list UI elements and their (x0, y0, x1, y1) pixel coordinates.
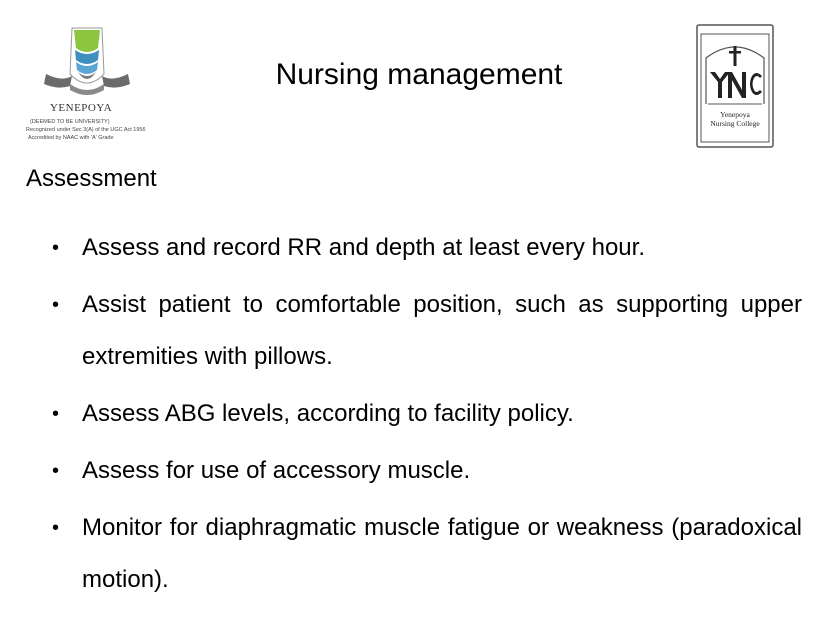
bullet-dot-icon: • (52, 460, 60, 482)
bullet-dot-icon: • (52, 237, 60, 259)
bullet-item (50, 388, 802, 440)
section-heading: Assessment (26, 165, 157, 192)
nursing-college-logo (696, 24, 774, 148)
logo-college-name-2: Nursing College (710, 119, 760, 128)
nursing-college-emblem-icon (696, 24, 774, 148)
logo-college-name-1: Yenepoya (720, 110, 750, 119)
bullet-text: Assess ABG levels, according to facility policy. (82, 400, 574, 427)
bullet-dot-icon: • (52, 517, 60, 539)
bullet-dot-icon: • (52, 403, 60, 425)
bullet-item (50, 502, 802, 606)
slide-title-text: Nursing management (275, 58, 563, 91)
bullet-text: Assess for use of accessory muscle. (82, 457, 471, 484)
bullet-item (50, 279, 802, 383)
logo-subtitle-2: Recognized under Sec 3(A) of the UGC Act 1956 (26, 127, 146, 133)
bullet-text: Assess and record RR and depth at least every hour. (82, 234, 645, 261)
bullet-item (50, 222, 802, 274)
logo-subtitle-1: (DEEMED TO BE UNIVERSITY) (30, 119, 110, 125)
bullet-item (50, 445, 802, 497)
bullet-text: Assist patient to comfortable position, such as supporting upper extremities with pillows. (82, 291, 802, 370)
bullet-dot-icon: • (52, 294, 60, 316)
bullet-list (50, 222, 802, 611)
logo-subtitle-3: Accredited by NAAC with 'A' Grade (28, 135, 114, 141)
bullet-text: Monitor for diaphragmatic muscle fatigue or weakness (paradoxical motion). (82, 514, 802, 593)
logo-brand-text: YENEPOYA (49, 102, 113, 114)
